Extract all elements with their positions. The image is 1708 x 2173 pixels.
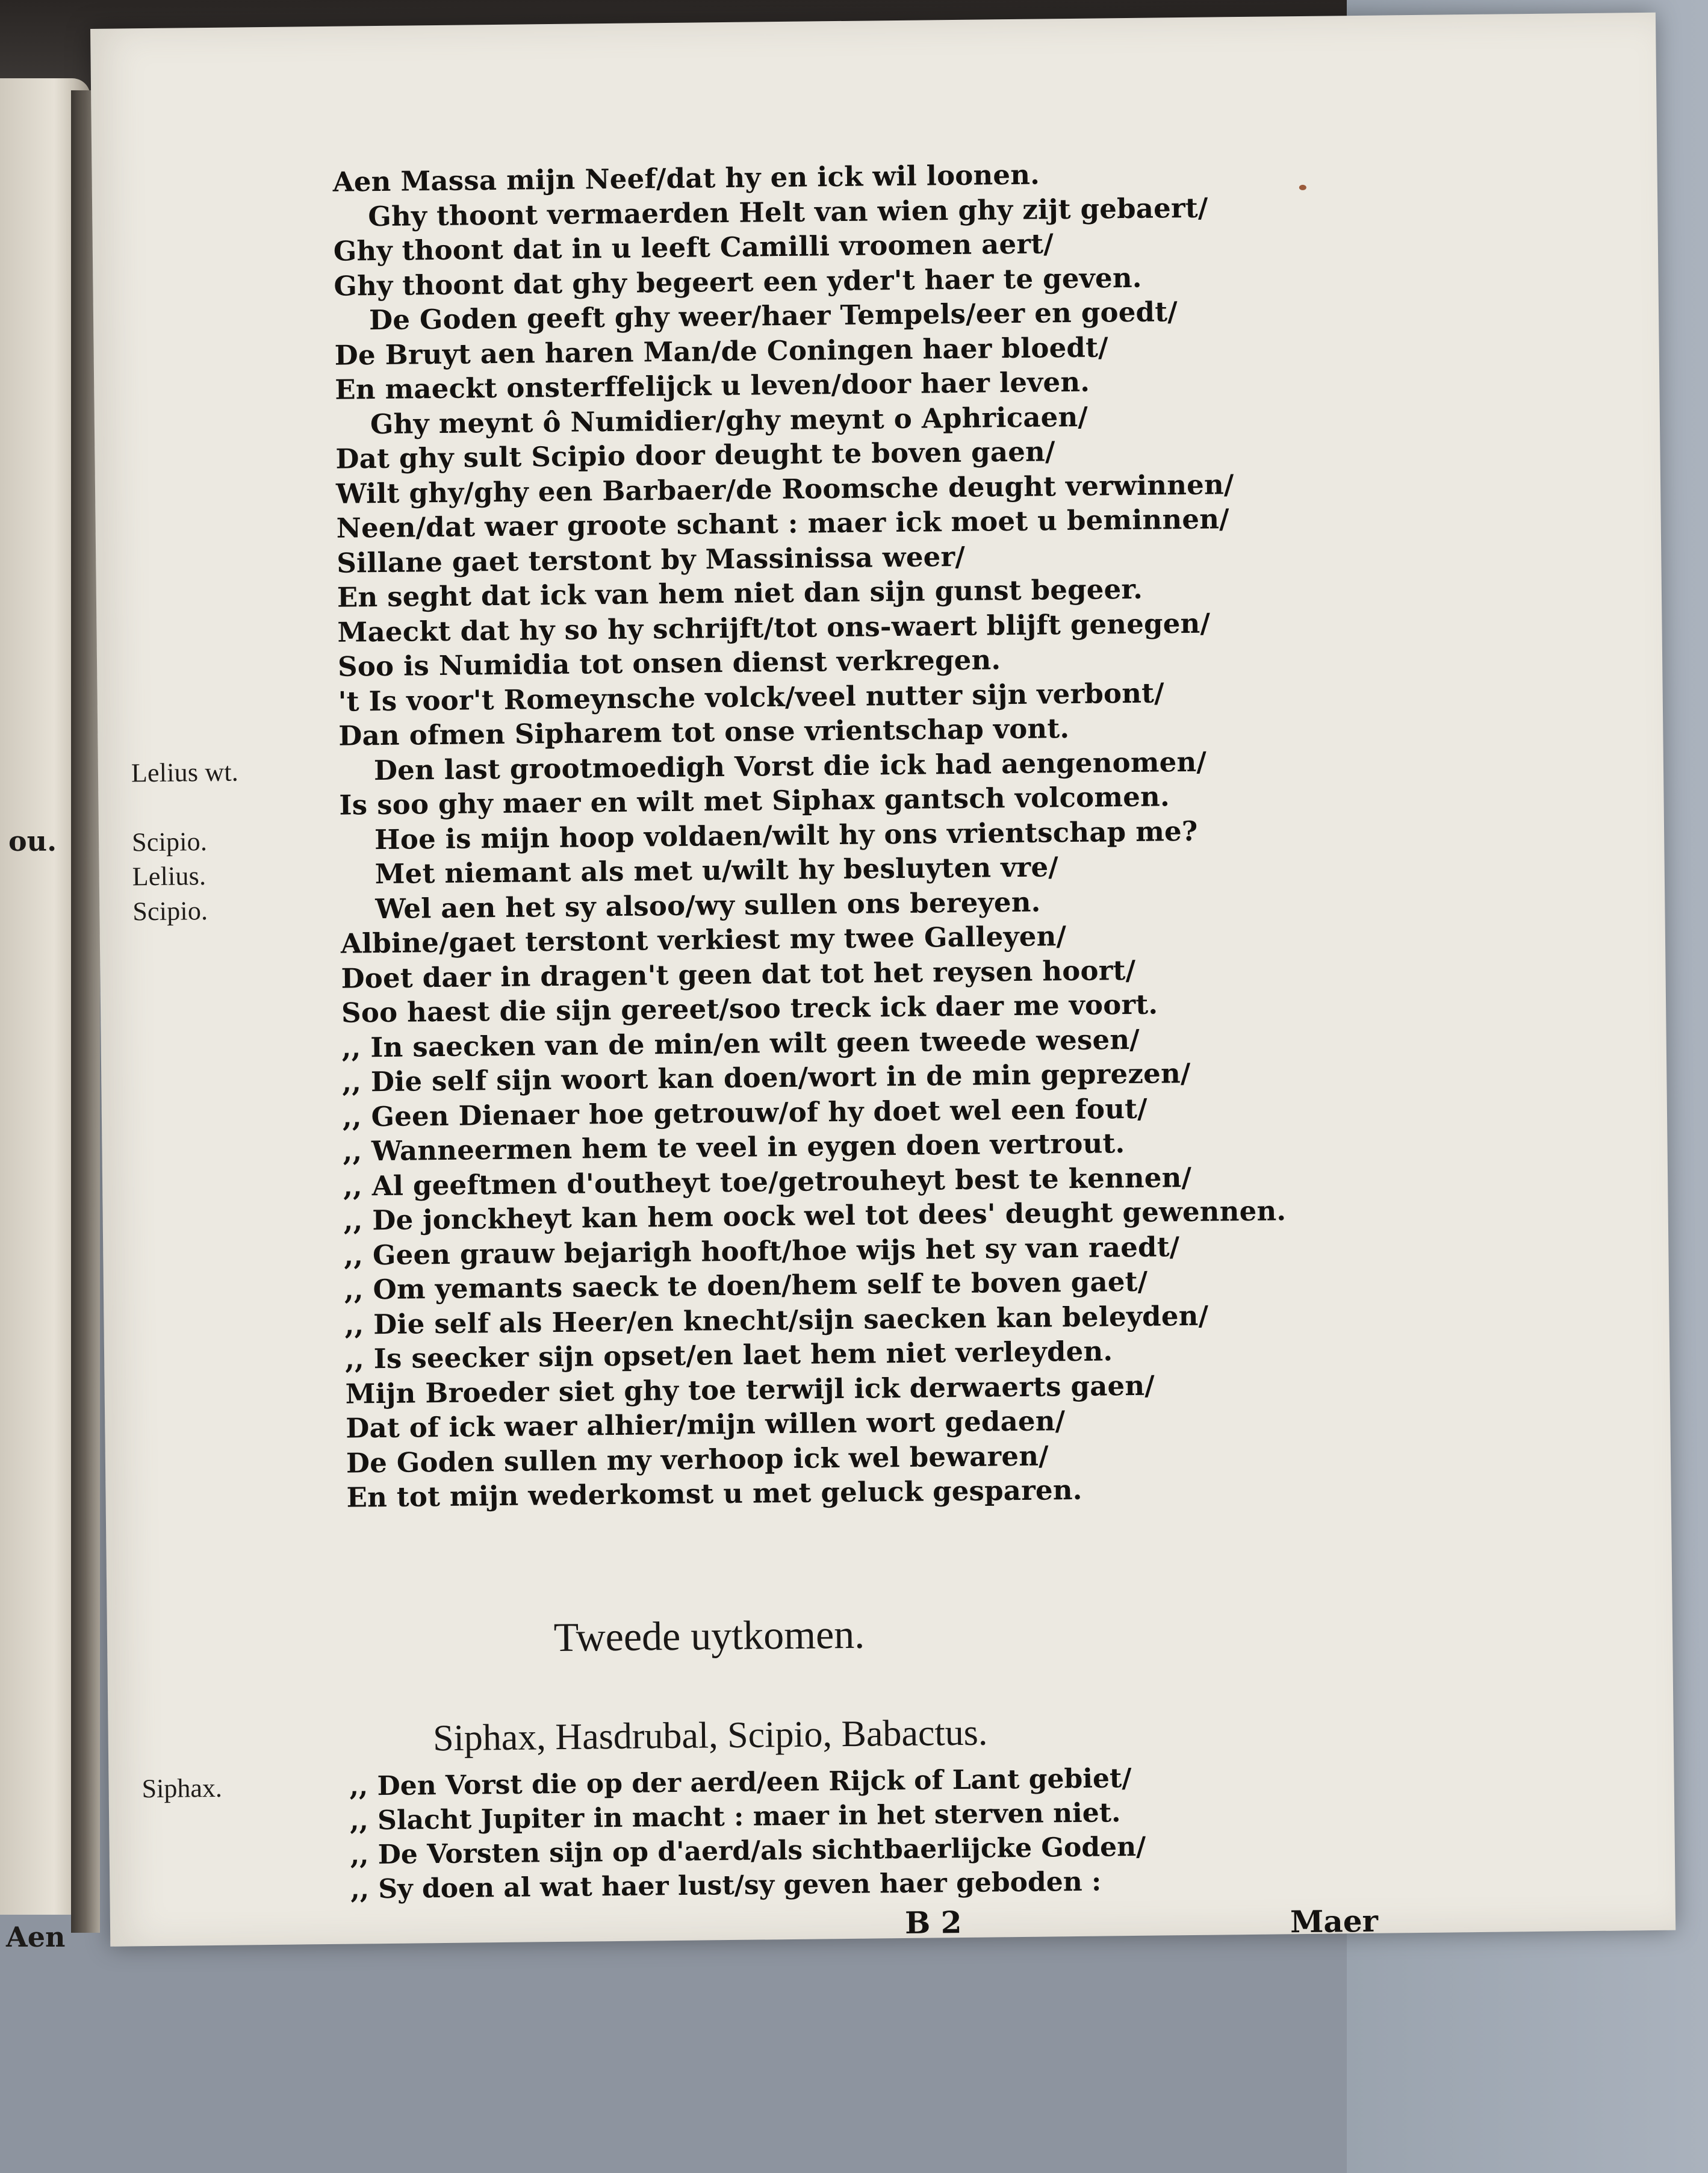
- verse-text: En tot mijn wederkomst u met geluck gesparen.: [346, 1473, 1082, 1514]
- verse-text: ,, Slacht Jupiter in macht : maer in het sterven niet.: [349, 1797, 1121, 1836]
- verse-text: De Goden geeft ghy weer/haer Tempels/eer en goedt/: [368, 296, 1178, 337]
- signature-mark: B 2: [904, 1904, 962, 1941]
- verse-text: ,, Die self als Heer/en knecht/sijn saecken kan beleyden/: [344, 1299, 1209, 1341]
- verse-block-second: [141, 1759, 1374, 1907]
- verse-text: ,, De Vorsten sijn op d'aerd/als sichtbaerlijcke Goden/: [350, 1831, 1146, 1871]
- verse-text: Dan ofmen Sipharem tot onse vrientschap vont.: [338, 712, 1070, 752]
- speaker-label: Scipio.: [131, 826, 208, 857]
- verse-text: Soo is Numidia tot onsen dienst verkregen.: [337, 644, 1001, 683]
- cast-list: Siphax, Hasdrubal, Scipio, Babactus.: [432, 1712, 988, 1759]
- verse-text: Ghy thoont dat in u leeft Camilli vroomen aert/: [333, 228, 1054, 267]
- verse-text: Sillane gaet terstont by Massinissa weer/: [337, 540, 966, 579]
- verse-text: 't Is voor't Romeynsche volck/veel nutter sijn verbont/: [338, 676, 1165, 718]
- verse-text: Maeckt dat hy so hy schrijft/tot ons-waert blijft genegen/: [337, 607, 1211, 648]
- verse-text: Met niemant als met u/wilt hy besluyten vre/: [374, 851, 1059, 891]
- verse-text: ,, Wanneermen hem te veel in eygen doen vertrout.: [343, 1127, 1125, 1167]
- verse-text: En seght dat ick van hem niet dan sijn gunst begeer.: [337, 573, 1143, 614]
- verse-text: Ghy thoont vermaerden Helt van wien ghy zijt gebaert/: [368, 191, 1208, 232]
- verse-text: ,, De jonckheyt kan hem oock wel tot dees' deught gewennen.: [343, 1195, 1287, 1237]
- verse-text: Is soo ghy maer en wilt met Siphax gantsch volcomen.: [339, 780, 1170, 821]
- verse-text: ,, Is seecker sijn opset/en laet hem niet verleyden.: [344, 1335, 1113, 1375]
- speaker-label: Lelius.: [132, 861, 207, 892]
- verse-text: Wel aen het sy alsoo/wy sullen ons bereyen.: [375, 886, 1041, 925]
- act-title: Tweede uytkomen.: [553, 1611, 865, 1661]
- speaker-label: Scipio.: [132, 895, 208, 926]
- verse-text: En maeckt onsterffelijck u leven/door haer leven.: [335, 365, 1090, 406]
- book-page: [90, 13, 1675, 1947]
- catchword: Maer: [1290, 1903, 1379, 1940]
- verse-text: ,, Geen Dienaer hoe getrouw/of hy doet wel een fout/: [342, 1092, 1148, 1133]
- speaker-label: Siphax.: [141, 1773, 223, 1804]
- verse-text: ,, Sy doen al wat haer lust/sy geven haer geboden :: [350, 1866, 1102, 1905]
- verse-text: Doet daer in dragen't geen dat tot het reysen hoort/: [341, 954, 1136, 995]
- verse-text: ,, Geen grauw bejarigh hooft/hoe wijs het sy van raedt/: [344, 1230, 1180, 1272]
- verse-text: Dat ghy sult Scipio door deught te boven gaen/: [335, 435, 1055, 475]
- verse-text: Aen Massa mijn Neef/dat hy en ick wil loonen.: [332, 158, 1040, 198]
- left-page-fragment-bottom: Aen: [6, 1921, 66, 1953]
- speaker-label: Lelius wt.: [131, 756, 239, 788]
- verse-text: ,, Al geeftmen d'outheyt toe/getrouheyt best te kennen/: [343, 1161, 1192, 1202]
- verse-text: Mijn Broeder siet ghy toe terwijl ick derwaerts gaen/: [345, 1369, 1155, 1410]
- verse-text: Neen/dat waer groote schant : maer ick moet u beminnen/: [336, 503, 1230, 544]
- verse-text: ,, Die self sijn woort kan doen/wort in de min geprezen/: [342, 1057, 1191, 1098]
- verse-block: [131, 154, 1370, 1515]
- verse-text: ,, Om yemants saeck te doen/hem self te boven gaet/: [344, 1265, 1148, 1306]
- verse-text: Soo haest die sijn gereet/soo treck ick daer me voort.: [341, 988, 1158, 1029]
- verse-text: Hoe is mijn hoop voldaen/wilt hy ons vrientschap me?: [374, 815, 1198, 856]
- verse-text: De Goden sullen my verhoop ick wel bewaren/: [346, 1439, 1049, 1479]
- verse-text: Ghy meynt ô Numidier/ghy meynt o Aphricaen/: [370, 400, 1088, 440]
- verse-text: ,, In saecken van de min/en wilt geen tweede wesen/: [341, 1023, 1140, 1064]
- verse-text: Albine/gaet terstont verkiest my twee Galleyen/: [340, 920, 1067, 960]
- verse-text: Dat of ick waer alhier/mijn willen wort gedaen/: [346, 1405, 1066, 1444]
- left-page-fragment-top: ou.: [8, 825, 57, 857]
- verse-text: Den last grootmoedigh Vorst die ick had aengenomen/: [373, 745, 1207, 786]
- verse-text: Ghy thoont dat ghy begeert een yder't haer te geven.: [334, 261, 1142, 302]
- verse-text: De Bruyt aen haren Man/de Coningen haer bloedt/: [334, 331, 1108, 371]
- verse-text: ,, Den Vorst die op der aerd/een Rijck of Lant gebiet/: [349, 1763, 1132, 1802]
- verse-text: Wilt ghy/ghy een Barbaer/de Roomsche deught verwinnen/: [335, 468, 1234, 510]
